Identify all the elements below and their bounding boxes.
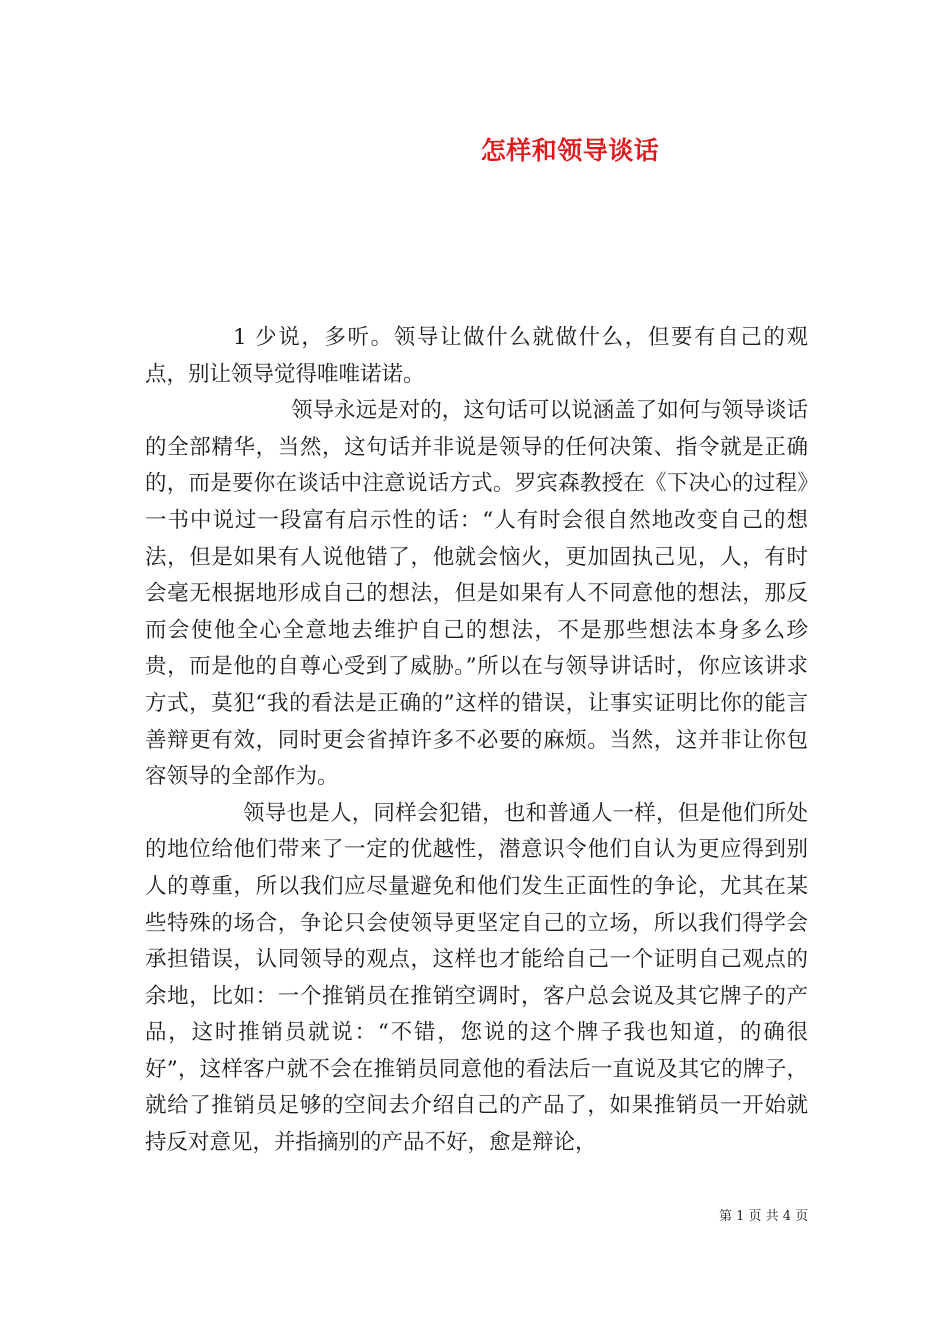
document-title: 怎样和领导谈话 — [480, 136, 660, 165]
paragraph-1: 1 少说，多听。领导让做什么就做什么，但要有自己的观点，别让领导觉得唯唯诺诺。 — [145, 325, 808, 387]
page-number: 第 1 页 共 4 页 — [719, 1209, 809, 1224]
paragraph-2: 领导永远是对的，这句话可以说涵盖了如何与领导谈话的全部精华，当然，这句话并非说是领导的任何决策、指令就是正确的，而是要你在谈话中注意说话方式。罗宾森教授在《下决心的过程》一书中说过一段富有启示性的话：“人有时会很自然地改变自己的想法，但是如果有人说他错了，他就会恼火，更加固执己见，人，有时会毫无根据地形成自己的想法，但是如果有人不同意他的想法，那反而会使他全心全意地去维护自己的想法，不是那些想法本身多么珍贵，而是他的自尊心受到了威胁。”所以在与领导讲话时，你应该讲求方式，莫犯“我的看法是正确的”这样的错误，让事实证明比你的能言善辩更有效，同时更会省掉许多不必要的麻烦。当然，这并非让你包容领导的全部作为。 — [145, 398, 808, 790]
paragraph-3: 领导也是人，同样会犯错，也和普通人一样，但是他们所处的地位给他们带来了一定的优越性，潜意识令他们自认为更应得到别人的尊重，所以我们应尽量避免和他们发生正面性的争论，尤其在某些特殊的场合，争论只会使领导更坚定自己的立场，所以我们得学会承担错误，认同领导的观点，这样也才能给自己一个证明自己观点的余地，比如：一个推销员在推销空调时，客户总会说及其它牌子的产品，这时推销员就说：“不错，您说的这个牌子我也知道，的确很好”，这样客户就不会在推销员同意他的看法后一直说及其它的牌子，就给了推销员足够的空间去介绍自己的产品了，如果推销员一开始就持反对意见，并指摘别的产品不好，愈是辩论， — [145, 800, 808, 1156]
document-body — [145, 320, 808, 1162]
